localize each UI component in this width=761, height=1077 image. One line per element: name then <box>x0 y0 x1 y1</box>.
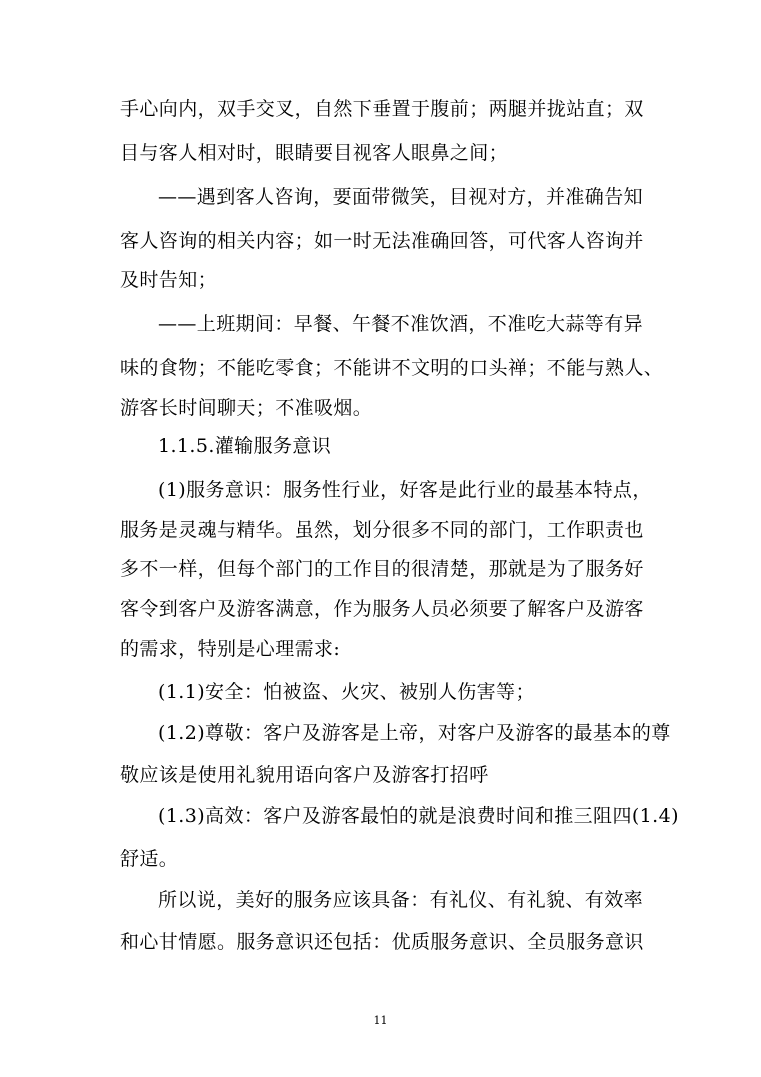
page-number: 11 <box>373 1014 388 1027</box>
text-line: 客令到客户及游客满意，作为服务人员必须要了解客户及游客 <box>120 598 644 620</box>
text-line: ——遇到客人咨询，要面带微笑，目视对方，并准确告知 <box>158 186 644 208</box>
text-line: 的需求，特别是心理需求: <box>120 638 341 660</box>
text-line: 及时告知； <box>120 269 218 291</box>
text-line: 游客长时间聊天；不准吸烟。 <box>120 397 373 419</box>
text-line: 手心向内，双手交叉，自然下垂置于腹前；两腿并拢站直；双 <box>120 98 644 120</box>
text-line: (1.1)安全：怕被盗、火灾、被别人伤害等； <box>158 681 535 703</box>
text-line: 味的食物；不能吃零食；不能讲不文明的口头禅；不能与熟人、 <box>120 357 664 379</box>
text-line: (1.2)尊敬：客户及游客是上帝，对客户及游客的最基本的尊 <box>158 722 671 744</box>
text-line: (1.3)高效：客户及游客最怕的就是浪费时间和推三阻四(1.4) <box>158 805 679 827</box>
text-line: ——上班期间：早餐、午餐不准饮酒，不准吃大蒜等有异 <box>158 313 644 335</box>
text-line: 敬应该是使用礼貌用语向客户及游客打招呼 <box>120 764 489 786</box>
text-line: (1)服务意识：服务性行业，好客是此行业的最基本特点， <box>158 479 652 501</box>
text-line: 所以说，美好的服务应该具备：有礼仪、有礼貌、有效率 <box>158 889 644 911</box>
text-line: 服务是灵魂与精华。虽然，划分很多不同的部门，工作职责也 <box>120 519 644 541</box>
text-line: 目与客人相对时，眼睛要目视客人眼鼻之间； <box>120 142 509 164</box>
section-heading: 1.1.5.灌输服务意识 <box>158 435 332 457</box>
text-line: 和心甘情愿。服务意识还包括：优质服务意识、全员服务意识 <box>120 931 644 953</box>
text-line: 多不一样，但每个部门的工作目的很清楚，那就是为了服务好 <box>120 558 644 580</box>
text-line: 客人咨询的相关内容；如一时无法准确回答，可代客人咨询并 <box>120 230 644 252</box>
text-line: 舒适。 <box>120 848 179 870</box>
